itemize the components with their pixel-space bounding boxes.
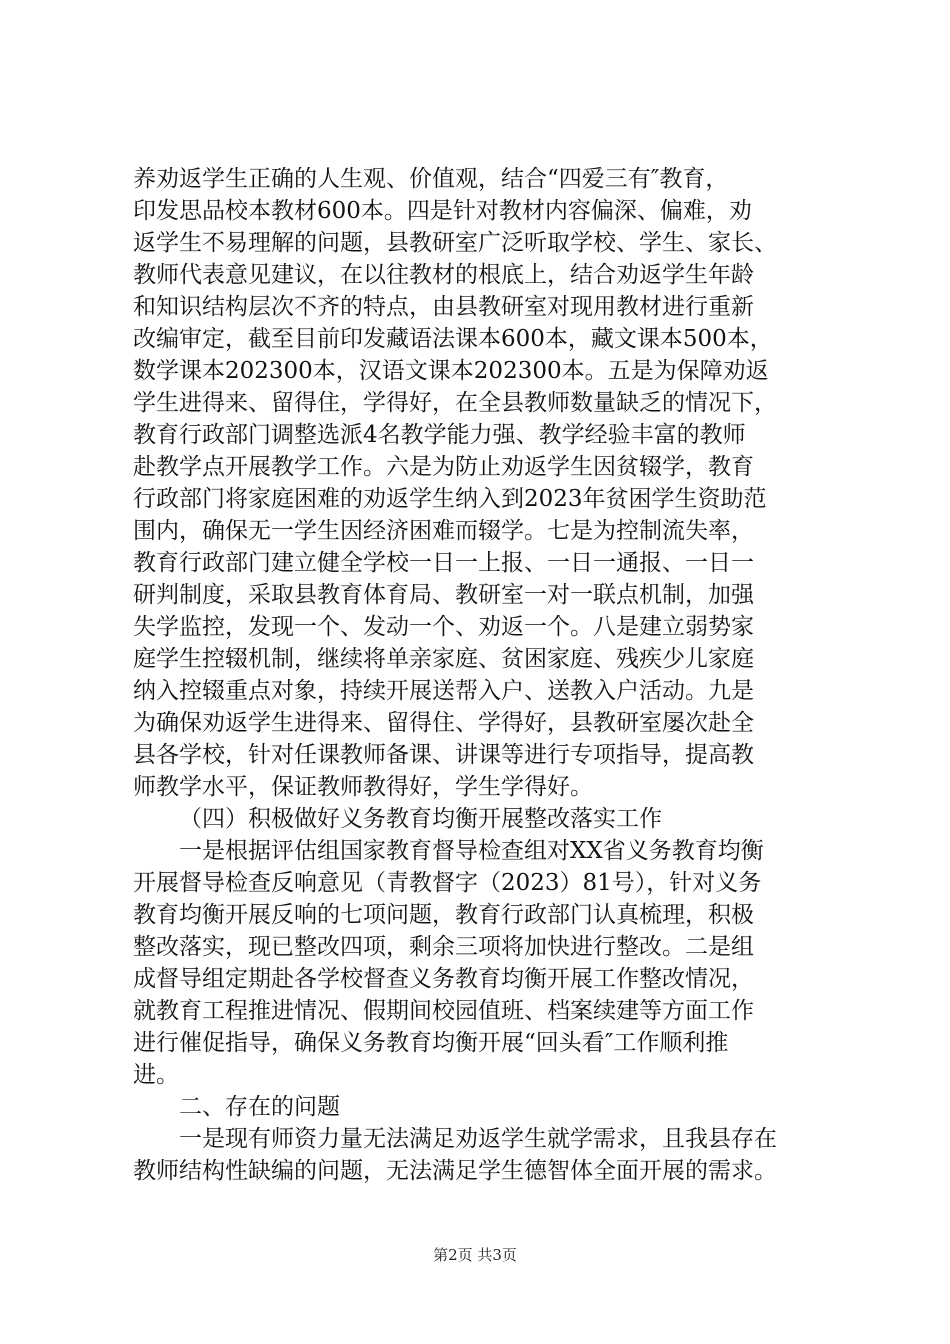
- text-line: 师教学水平，保证教师教得好，学生学得好。: [133, 774, 593, 800]
- section-heading: 二、存在的问题: [179, 1094, 340, 1120]
- text-line: 成督导组定期赴各学校督查义务教育均衡开展工作整改情况，: [133, 966, 754, 992]
- text-line: 一是根据评估组国家教育督导检查组对XX省义务教育均衡: [179, 838, 764, 864]
- text-line: 学生进得来、留得住，学得好，在全县教师数量缺乏的情况下，: [133, 390, 777, 416]
- text-line: 纳入控辍重点对象，持续开展送帮入户、送教入户活动。九是: [133, 678, 754, 704]
- body-text: [133, 163, 833, 1187]
- text-line: 研判制度，采取县教育体育局、教研室一对一联点机制，加强: [133, 582, 754, 608]
- text-line: 教育行政部门建立健全学校一日一上报、一日一通报、一日一: [133, 550, 754, 576]
- text-line: 教师结构性缺编的问题，无法满足学生德智体全面开展的需求。: [133, 1158, 777, 1184]
- text-line: 教师代表意见建议，在以往教材的根底上，结合劝返学生年龄: [133, 262, 754, 288]
- text-line: 整改落实，现已整改四项，剩余三项将加快进行整改。二是组: [133, 934, 754, 960]
- section-heading: （四）积极做好义务教育均衡开展整改落实工作: [179, 806, 662, 832]
- text-line: 印发思品校本教材600本。四是针对教材内容偏深、偏难，劝: [133, 198, 752, 224]
- text-line: 围内，确保无一学生因经济困难而辍学。七是为控制流失率，: [133, 518, 754, 544]
- text-line: 教育均衡开展反响的七项问题，教育行政部门认真梳理，积极: [133, 902, 754, 928]
- text-line: 教育行政部门调整选派4名教学能力强、教学经验丰富的教师: [133, 422, 746, 448]
- text-line: 改编审定，截至目前印发藏语法课本600本，藏文课本500本，: [133, 326, 773, 352]
- page-number: 第2页 共3页: [433, 1246, 517, 1264]
- text-line: 返学生不易理解的问题，县教研室广泛听取学校、学生、家长、: [133, 230, 777, 256]
- text-line: 和知识结构层次不齐的特点，由县教研室对现用教材进行重新: [133, 294, 754, 320]
- text-line: 为确保劝返学生进得来、留得住、学得好，县教研室屡次赴全: [133, 710, 754, 736]
- text-line: 数学课本202300本，汉语文课本202300本。五是为保障劝返: [133, 358, 769, 384]
- text-line: 失学监控，发现一个、发动一个、劝返一个。八是建立弱势家: [133, 614, 754, 640]
- text-line: 进。: [133, 1062, 179, 1088]
- text-line: 庭学生控辍机制，继续将单亲家庭、贫困家庭、残疾少儿家庭: [133, 646, 754, 672]
- text-line: 进行催促指导，确保义务教育均衡开展“回头看″工作顺利推: [133, 1030, 729, 1056]
- text-line: 行政部门将家庭困难的劝返学生纳入到2023年贫困学生资助范: [133, 486, 767, 512]
- text-line: 县各学校，针对任课教师备课、讲课等进行专项指导，提高教: [133, 742, 754, 768]
- text-line: 赴教学点开展教学工作。六是为防止劝返学生因贫辍学，教育: [133, 454, 754, 480]
- text-line: 养劝返学生正确的人生观、价值观，结合“四爱三有″教育，: [133, 166, 729, 192]
- text-line: 开展督导检查反响意见（青教督字（2023）81号），针对义务: [133, 870, 762, 896]
- text-line: 一是现有师资力量无法满足劝返学生就学需求，且我县存在: [179, 1126, 777, 1152]
- text-line: 就教育工程推进情况、假期间校园值班、档案续建等方面工作: [133, 998, 754, 1024]
